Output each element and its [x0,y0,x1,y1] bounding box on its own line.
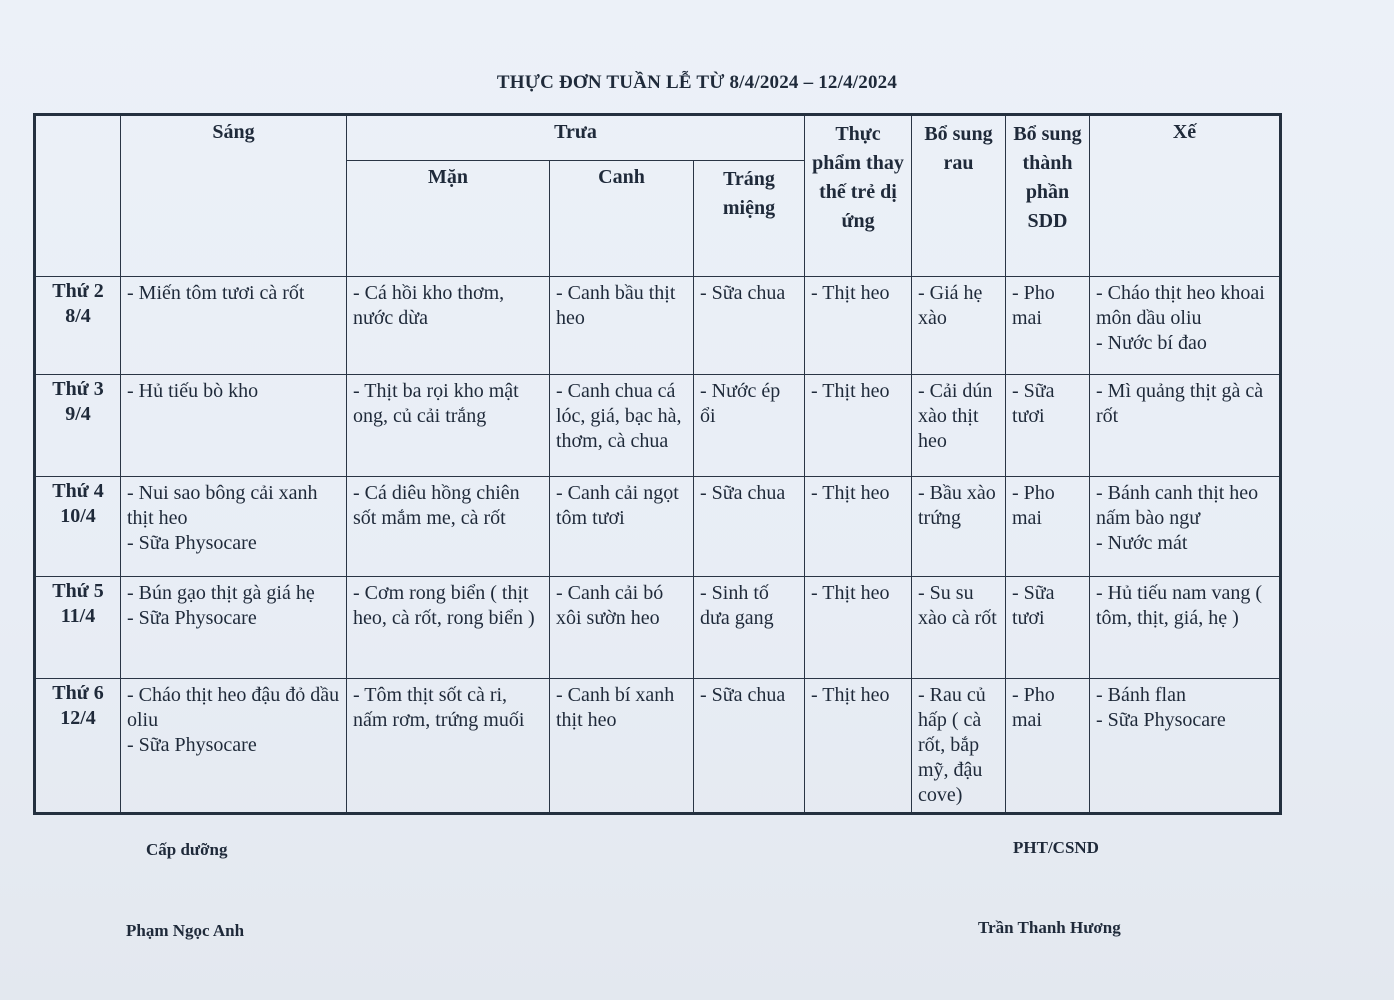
menu-item: - Cháo thịt heo đậu đỏ dầu oliu [127,684,340,731]
right-signature-name: Trần Thanh Hương [978,918,1121,937]
header-man: Mặn [347,161,550,277]
sdd-cell [1006,679,1090,814]
menu-item: - Miến tôm tươi cà rốt [127,282,305,304]
right-signature-role: PHT/CSND [1013,838,1099,857]
header-thuc-pham-thay-the: Thực phẩm thay thế trẻ dị ứng [805,115,912,277]
day-cell [35,277,121,375]
day-cell [35,679,121,814]
sdd-cell [1006,277,1090,375]
header-xe: Xế [1090,115,1281,277]
trang-mieng-cell [694,679,805,814]
menu-item: - Su su xào cà rốt [918,582,997,629]
menu-item: - Cơm rong biển ( thịt heo, cà rốt, rong biển ) [353,582,535,629]
menu-item: - Hủ tiếu bò kho [127,380,259,402]
trang-mieng-cell [694,477,805,577]
menu-item: - Sữa tươi [1012,582,1055,629]
menu-item: - Thịt heo [811,380,890,402]
menu-item: - Thịt heo [811,482,890,504]
day-date: 8/4 [65,305,91,327]
menu-item: - Sữa chua [700,684,786,706]
day-cell [35,375,121,477]
menu-item: - Nui sao bông cải xanh thịt heo [127,482,318,529]
menu-item: - Bánh canh thịt heo nấm bào ngư [1096,482,1259,529]
page-title: THỰC ĐƠN TUẦN LỄ TỪ 8/4/2024 – 12/4/2024 [496,72,898,93]
man-cell [347,477,550,577]
menu-item: - Pho mai [1012,482,1055,529]
thay-the-cell [805,679,912,814]
canh-cell [550,277,694,375]
menu-item: - Pho mai [1012,684,1055,731]
canh-cell [550,577,694,679]
sang-cell [121,577,347,679]
header-canh: Canh [550,161,694,277]
menu-item: - Thịt ba rọi kho mật ong, củ cải trắng [353,380,519,427]
menu-item: - Sữa chua [700,282,786,304]
table-row [35,477,1281,577]
day-cell [35,577,121,679]
xe-cell [1090,375,1281,477]
day-date: 11/4 [60,605,96,627]
menu-item: - Cháo thịt heo khoai môn dầu oliu [1096,282,1265,329]
menu-item: - Mì quảng thịt gà cà rốt [1096,380,1264,427]
xe-cell [1090,577,1281,679]
sdd-cell [1006,477,1090,577]
day-name: Thứ 6 [52,682,104,704]
table-row [35,277,1281,375]
menu-item: - Cải dún xào thịt heo [918,380,993,452]
day-name: Thứ 5 [52,580,104,602]
rau-cell [912,477,1006,577]
left-signature-role: Cấp dưỡng [146,840,228,859]
man-cell [347,577,550,679]
menu-item: - Canh chua cá lóc, giá, bạc hà, thơm, cà chua [556,380,682,452]
menu-item: - Canh cải ngọt tôm tươi [556,482,679,529]
header-trua: Trưa [347,115,805,161]
menu-item: - Nước bí đao [1096,332,1207,354]
menu-item: - Pho mai [1012,282,1055,329]
day-name: Thứ 3 [52,378,104,400]
header-bo-sung-sdd: Bổ sung thành phần SDD [1006,115,1090,277]
menu-item: - Canh cải bó xôi sườn heo [556,582,664,629]
menu-item: - Nước mát [1096,532,1188,554]
xe-cell [1090,277,1281,375]
day-name: Thứ 4 [52,480,104,502]
table-row [35,679,1281,814]
menu-item: - Sữa Physocare [127,532,257,554]
day-cell [35,477,121,577]
sang-cell [121,477,347,577]
man-cell [347,277,550,375]
trang-mieng-cell [694,375,805,477]
menu-rows [35,277,1281,814]
menu-item: - Thịt heo [811,582,890,604]
canh-cell [550,679,694,814]
sdd-cell [1006,577,1090,679]
sang-cell [121,277,347,375]
rau-cell [912,375,1006,477]
thay-the-cell [805,577,912,679]
sang-cell [121,375,347,477]
man-cell [347,679,550,814]
man-cell [347,375,550,477]
canh-cell [550,477,694,577]
sdd-cell [1006,375,1090,477]
day-date: 12/4 [60,707,96,729]
thay-the-cell [805,477,912,577]
menu-item: - Cá hồi kho thơm, nước dừa [353,282,505,329]
header-day-corner [35,115,121,277]
menu-item: - Sinh tố dưa gang [700,582,774,629]
menu-item: - Bánh flan [1096,684,1186,706]
xe-cell [1090,679,1281,814]
weekly-menu-table [33,113,1282,815]
rau-cell [912,277,1006,375]
menu-item: - Tôm thịt sốt cà ri, nấm rơm, trứng muối [353,684,525,731]
thay-the-cell [805,375,912,477]
menu-item: - Sữa tươi [1012,380,1055,427]
trang-mieng-cell [694,577,805,679]
menu-item: - Sữa chua [700,482,786,504]
rau-cell [912,577,1006,679]
day-date: 10/4 [60,505,96,527]
menu-item: - Sữa Physocare [127,607,257,629]
header-bo-sung-rau: Bổ sung rau [912,115,1006,277]
sang-cell [121,679,347,814]
day-name: Thứ 2 [52,280,104,302]
menu-item: - Sữa Physocare [127,734,257,756]
menu-item: - Canh bầu thịt heo [556,282,676,329]
menu-item: - Thịt heo [811,282,890,304]
table-row [35,375,1281,477]
menu-item: - Nước ép ổi [700,380,781,427]
menu-item: - Giá hẹ xào [918,282,983,329]
rau-cell [912,679,1006,814]
canh-cell [550,375,694,477]
header-trang-mieng: Tráng miệng [694,161,805,277]
menu-item: - Hủ tiếu nam vang ( tôm, thịt, giá, hẹ ) [1096,582,1263,629]
day-date: 9/4 [65,403,91,425]
header-sang: Sáng [121,115,347,277]
menu-item: - Thịt heo [811,684,890,706]
menu-item: - Cá diêu hồng chiên sốt mắm me, cà rốt [353,482,520,529]
table-row [35,577,1281,679]
xe-cell [1090,477,1281,577]
menu-item: - Canh bí xanh thịt heo [556,684,675,731]
trang-mieng-cell [694,277,805,375]
menu-item: - Rau củ hấp ( cà rốt, bắp mỹ, đậu cove) [918,684,986,806]
left-signature-name: Phạm Ngọc Anh [126,921,245,940]
menu-item: - Bún gạo thịt gà giá hẹ [127,582,315,604]
thay-the-cell [805,277,912,375]
menu-item: - Sữa Physocare [1096,709,1226,731]
menu-item: - Bầu xào trứng [918,482,996,529]
